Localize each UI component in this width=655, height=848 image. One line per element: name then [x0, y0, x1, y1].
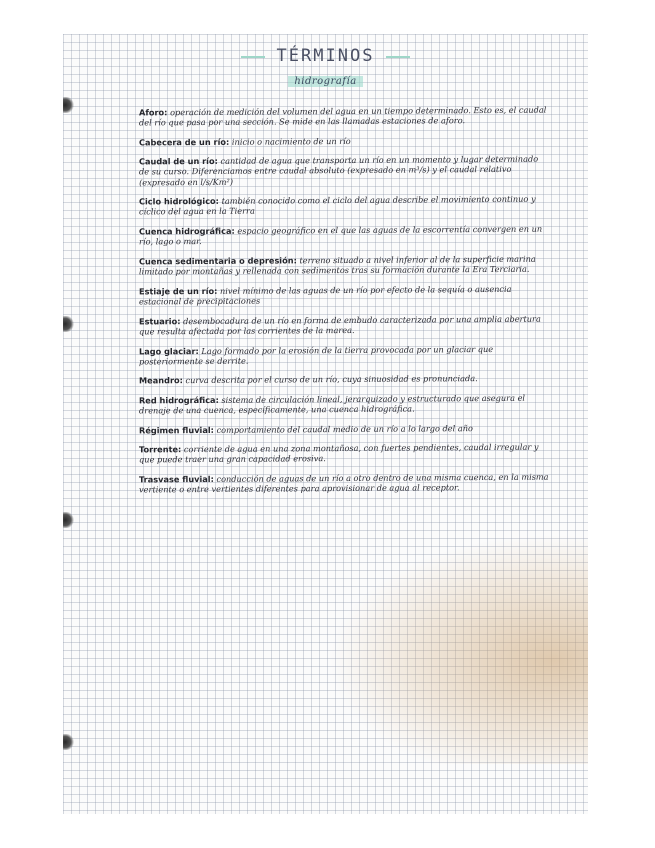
glossary-term: Red hidrográfica:	[138, 394, 219, 406]
glossary-definition: cantidad de agua que transporta un río en un momento y lugar determinado de su curso. Diferenciamos entre caudal absoluto (expresado en m³/s) y el caudal relativo (expresado en l/s/Km²)	[138, 153, 539, 188]
glossary-entry	[139, 224, 549, 248]
glossary-term: Lago glaciar:	[138, 345, 199, 356]
glossary-term: Estiaje de un río:	[138, 285, 218, 297]
glossary-definition: sistema de circulación lineal, jerarquizado y estructurado que asegura el drenaje de una cuenca, específicamente, una cuenca hidrográfica.	[139, 392, 526, 416]
glossary-entry	[139, 442, 549, 466]
binder-hole-icon	[63, 512, 75, 528]
binder-hole-icon	[63, 97, 75, 113]
glossary-definition: operación de medición del volumen del agua en un tiempo determinado. Esto es, el caudal del río que pasa por una sección. Se mide en las llamadas estaciones de aforo.	[139, 104, 547, 128]
glossary-entry	[139, 343, 549, 367]
glossary-definition: conducción de aguas de un río a otro dentro de una misma cuenca, en la misma vertiente o entre vertientes diferentes para aprovisionar de agua al receptor.	[139, 471, 549, 495]
glossary-term: Caudal de un río:	[138, 156, 218, 167]
glossary-term: Cabecera de un río:	[138, 136, 230, 148]
title-line-left	[241, 56, 265, 58]
glossary-entry	[139, 254, 549, 278]
glossary-list	[139, 106, 549, 503]
glossary-entry	[139, 313, 549, 337]
glossary-entry	[139, 422, 549, 435]
glossary-term: Cuenca hidrográfica:	[138, 226, 235, 237]
glossary-entry	[139, 194, 549, 218]
glossary-entry	[139, 105, 549, 129]
glossary-definition: comportamiento del caudal medio de un río a lo largo del año	[216, 422, 473, 435]
title-block	[63, 46, 588, 66]
glossary-definition: también conocido como el ciclo del agua describe el movimiento continuo y cíclico del agua en la Tierra	[139, 194, 536, 218]
notebook-page	[63, 34, 588, 814]
glossary-definition: nivel mínimo de las aguas de un río por efecto de la sequía o ausencia estacional de precipitaciones	[139, 283, 512, 307]
glossary-term: Torrente:	[138, 444, 182, 455]
glossary-term: Trasvase fluvial:	[138, 473, 214, 485]
glossary-term: Cuenca sedimentaria o depresión:	[138, 255, 297, 267]
glossary-entry	[139, 373, 549, 386]
title-line-right	[386, 56, 410, 58]
glossary-definition: terreno situado a nivel inferior al de la superficie marina limitado por montañas y rellenada con sedimentos tras su formación durante la Era Terciaria.	[139, 253, 536, 277]
page-subtitle	[63, 76, 588, 87]
coffee-stain	[328, 534, 588, 764]
glossary-term: Régimen fluvial:	[138, 424, 214, 435]
subtitle-highlight: hidrografía	[288, 76, 362, 87]
page-title: TÉRMINOS	[276, 46, 375, 66]
glossary-term: Ciclo hidrológico:	[138, 196, 219, 207]
glossary-entry	[139, 154, 549, 188]
glossary-term: Estuario:	[138, 315, 181, 327]
glossary-entry	[139, 134, 549, 147]
glossary-definition: curva descrita por el curso de un río, cuya sinuosidad es pronunciada.	[185, 373, 478, 386]
glossary-entry	[139, 471, 549, 495]
glossary-term: Aforo:	[138, 107, 168, 118]
binder-hole-icon	[63, 316, 75, 332]
glossary-definition: espacio geográfico en el que las aguas de la escorrentía convergen en un río, lago o mar.	[139, 223, 543, 248]
glossary-entry	[139, 283, 549, 307]
glossary-definition: Lago formado por la erosión de la tierra provocada por un glaciar que posteriormente se derrite.	[139, 343, 494, 367]
glossary-definition: desembocadura de un río en forma de embudo caracterizada por una amplia abertura que resulta afectada por las corrientes de la marea.	[139, 313, 541, 337]
glossary-entry	[139, 392, 549, 416]
glossary-definition: corriente de agua en una zona montañosa, con fuertes pendientes, caudal irregular y que puede traer una gran capacidad erosiva.	[139, 441, 539, 465]
glossary-term: Meandro:	[138, 375, 183, 386]
binder-hole-icon	[63, 734, 75, 750]
glossary-definition: inicio o nacimiento de un río	[231, 135, 351, 147]
